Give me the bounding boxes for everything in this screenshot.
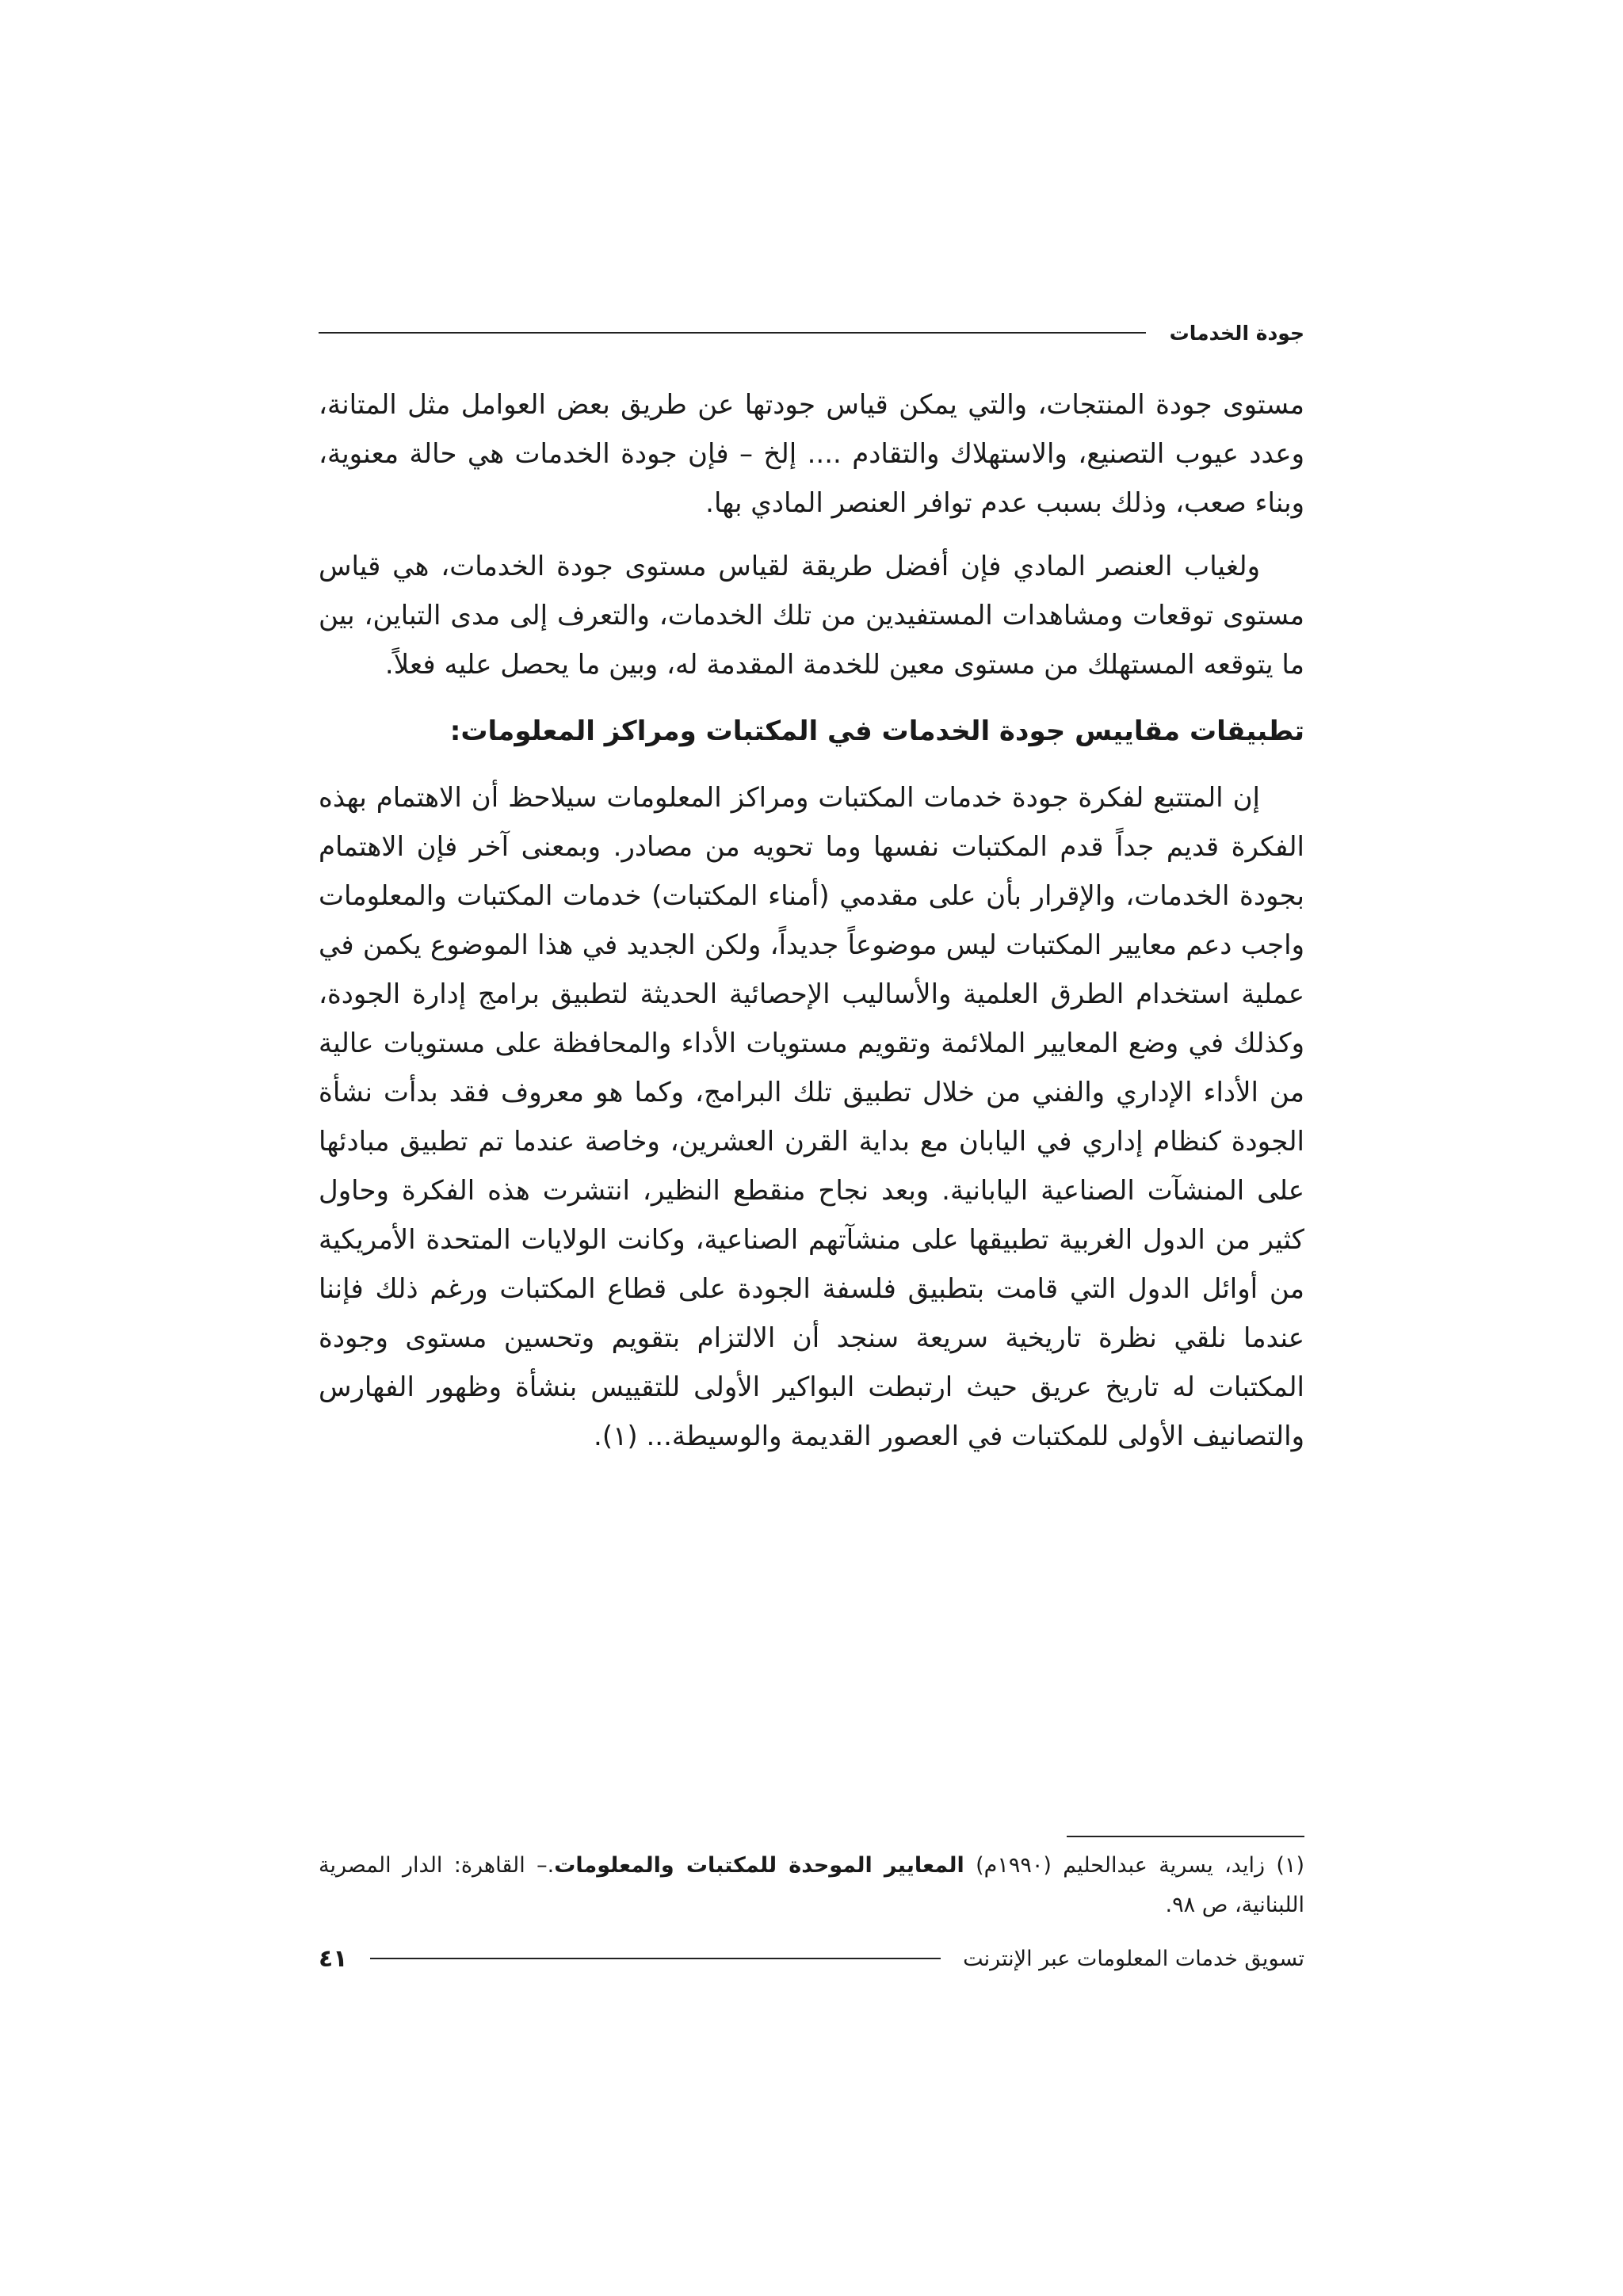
paragraph-3 bbox=[319, 773, 1304, 1461]
section-heading: تطبيقات مقاييس جودة الخدمات في المكتبات ومراكز المعلومات: bbox=[449, 715, 1304, 747]
header-rule bbox=[319, 332, 1146, 334]
footnote-suffix: .– القاهرة: الدار المصرية اللبنانية، ص ٩٨. bbox=[319, 1853, 1304, 1917]
running-header bbox=[319, 315, 1304, 350]
paragraph-2 bbox=[319, 542, 1304, 689]
page-footer bbox=[319, 1939, 1304, 1978]
running-header-title: جودة الخدمات bbox=[1169, 321, 1304, 345]
footer-rule bbox=[370, 1958, 941, 1959]
paragraph-1: مستوى جودة المنتجات، والتي يمكن قياس جودتها عن طريق بعض العوامل مثل المتانة، وعدد عيوب التصنيع، والاستهلاك والتقادم .... إلخ – فإن جودة الخدمات هي حالة معنوية، وبناء صعب، وذلك بسبب عدم توافر العنصر المادي بها. bbox=[319, 389, 1304, 519]
footer-book-title: تسويق خدمات المعلومات عبر الإنترنت bbox=[963, 1946, 1304, 1971]
paragraph-3-text: إن المتتبع لفكرة جودة خدمات المكتبات ومراكز المعلومات سيلاحظ أن الاهتمام بهذه الفكرة قديم جداً قدم المكتبات نفسها وما تحويه من مصادر. وبمعنى آخر فإن الاهتمام بجودة الخدمات، والإقرار بأن على مقدمي (أمناء المكتبات) خدمات المكتبات والمعلومات واجب دعم معايير المكتبات ليس موضوعاً جديداً، ولكن الجديد في هذا الموضوع يكمن في عملية استخدام الطرق العلمية والأساليب الإحصائية الحديثة لتطبيق برامج إدارة الجودة، وكذلك في وضع المعايير الملائمة وتقويم مستويات الأداء والمحافظة على مستويات عالية من الأداء الإداري والفني من خلال تطبيق تلك البرامج، وكما هو معروف فقد بدأت نشأة الجودة كنظام إداري في اليابان مع بداية القرن العشرين، وخاصة عندما تم تطبيق مبادئها على المنشآت الصناعية اليابانية. وبعد نجاح منقطع النظير، انتشرت هذه الفكرة وحاول كثير من الدول الغربية تطبيقها على منشآتهم الصناعية، وكانت الولايات المتحدة الأمريكية من أوائل الدول التي قامت بتطبيق فلسفة الجودة على قطاع المكتبات ورغم ذلك فإننا عندما نلقي نظرة تاريخية سريعة سنجد أن الالتزام بتقويم وتحسين مستوى وجودة المكتبات له تاريخ عريق حيث ارتبطت البواكير الأولى للتقييس بنشأة وظهور الفهارس والتصانيف الأولى للمكتبات في العصور القديمة والوسيطة... (١). bbox=[319, 782, 1304, 1452]
footnote bbox=[319, 1846, 1304, 1925]
paragraph-2-text: ولغياب العنصر المادي فإن أفضل طريقة لقياس مستوى جودة الخدمات، هي قياس مستوى توقعات ومشاهدات المستفيدين من تلك الخدمات، والتعرف إلى مدى التباين، بين ما يتوقعه المستهلك من مستوى معين للخدمة المقدمة له، وبين ما يحصل عليه فعلاً. bbox=[319, 551, 1304, 681]
footnote-title: المعايير الموحدة للمكتبات والمعلومات bbox=[554, 1853, 964, 1878]
footnote-separator bbox=[1067, 1836, 1304, 1837]
main-text bbox=[319, 380, 1304, 1461]
page-number: ٤١ bbox=[319, 1944, 348, 1973]
footnote-prefix: (١) زايد، يسرية عبدالحليم (١٩٩٠م) bbox=[964, 1853, 1304, 1878]
